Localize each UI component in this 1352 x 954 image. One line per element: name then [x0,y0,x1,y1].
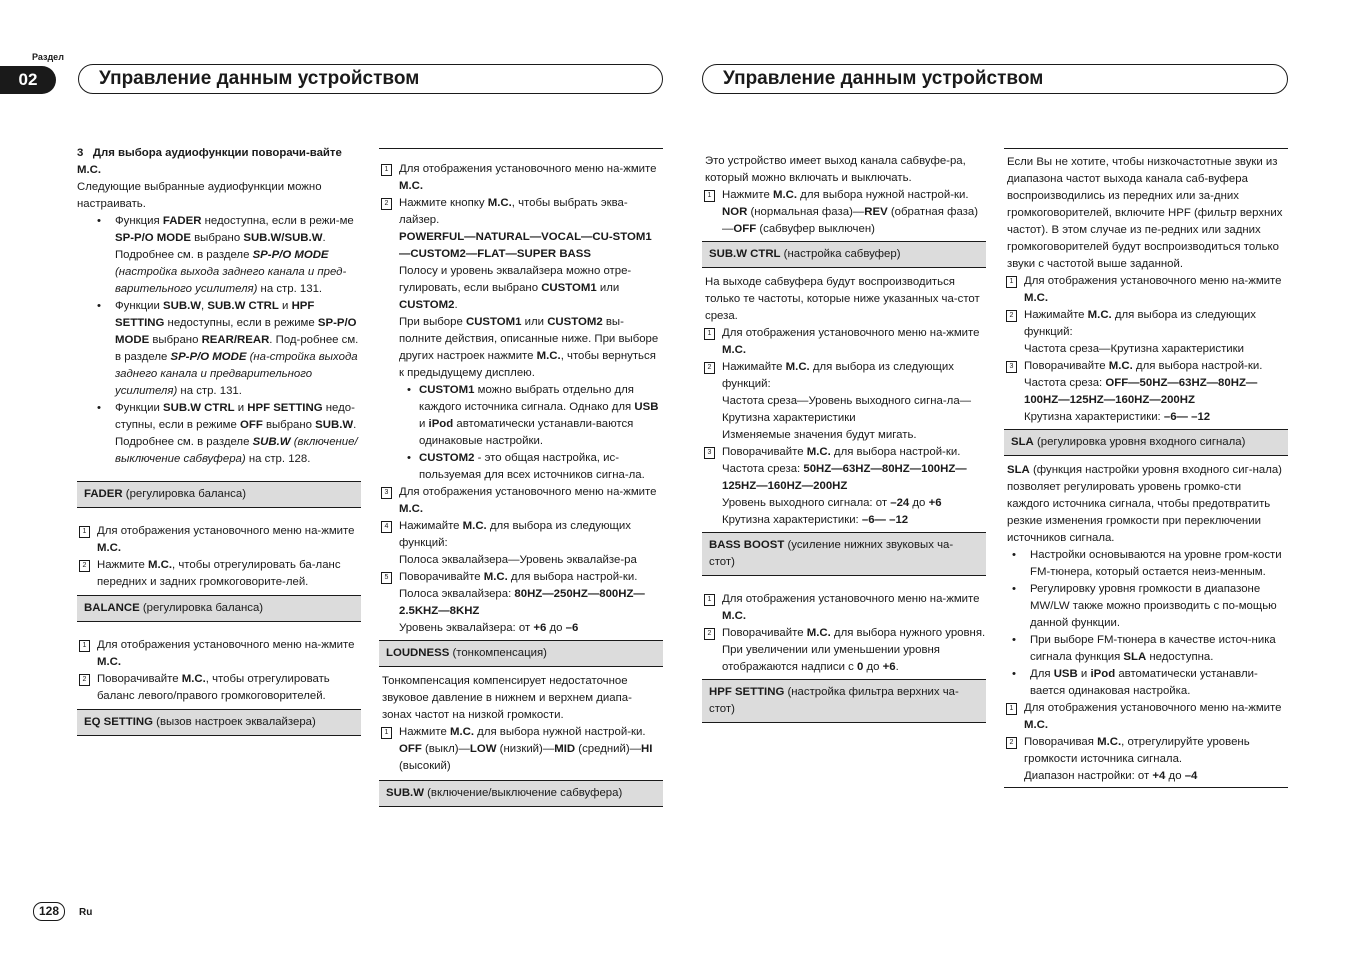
step: 1 Нажмите M.C. для выбора нужной настрой-ки. OFF (выкл)—LOW (низкий)—MID (средний)—HI (высокий) [379,724,663,775]
step: 1 Нажмите M.C. для выбора нужной настрой-ки. NOR (нормальная фаза)—REV (обратная фаза)—OFF (сабвуфер выключен) [702,187,986,238]
column-1 [77,145,361,736]
step-number-icon: 2 [704,628,715,640]
step-number-icon: 2 [79,560,90,572]
intro-text: Следующие выбранные аудиофункции можно настраивать. [77,181,322,210]
step-number-icon: 3 [704,447,715,459]
section-header-balance: BALANCE (регулировка баланса) [77,595,361,622]
step-detail: Крутизна характеристики: –6— –12 [1024,411,1211,423]
step-number-icon: 2 [1006,310,1017,322]
step-detail: Частота среза: OFF—50HZ—63HZ—80HZ—100HZ—125HZ—160HZ—200HZ [1024,377,1258,406]
section-header-sla: SLA (регулировка уровня входного сигнала) [1004,429,1288,456]
section-number: 02 [0,66,56,94]
section-label: Раздел [32,52,64,62]
list-item: • Для USB и iPod автоматически устанавли-вается одинаковая настройка. [1004,666,1288,700]
step-number-icon: 2 [704,362,715,374]
step: 2 Поворачивайте M.C. для выбора нужного уровня. При увеличении или уменьшении уровня отображаются надписи с 0 до +6. [702,625,986,676]
step-detail: Частота среза—Уровень выходного сигна-ла—Крутизна характеристики [722,395,972,424]
step-number-icon: 1 [704,190,715,202]
step-detail: Частота среза: 50HZ—63HZ—80HZ—100HZ—125HZ—160HZ—200HZ [722,463,967,492]
step: 1 Для отображения установочного меню на-жмите M.C. [77,523,361,557]
step: 2 Нажмите кнопку M.C., чтобы выбрать эква-лайзер. POWERFUL—NATURAL—VOCAL—CU-STOM1—CUSTOM2—FLAT—SUPER BASS Полосу и уровень эквалайзера можно отре-гулировать, если выбрано CUSTOM1 или CUSTOM2. При выборе CUSTOM1 или CUSTOM2 вы-полните действия, описанные ниже. При выборе других настроек нажмите M.C., чтобы вернуться к предыдущему дисплею. [379,195,663,382]
column-2 [379,148,663,807]
step-number-icon: 5 [381,572,392,584]
list-item: • Функции SUB.W, SUB.W CTRL и HPF SETTING недоступны, если в режиме SP-P/O MODE выбрано REAR/REAR. Под-робнее см. в разделе SP-P/O MODE (на-стройка выхода заднего канала и предварительного усилителя) на стр. 131. [77,298,361,400]
step: 1 Для отображения установочного меню на-жмите M.C. [1004,700,1288,734]
step: 5 Поворачивайте M.C. для выбора настрой-ки. Полоса эквалайзера: 80HZ—250HZ—800HZ—2.5KHZ—8KHZ Уровень эквалайзера: от +6 до –6 [379,569,663,637]
paragraph: Это устройство имеет выход канала сабвуфе-ра, который можно включать и выключать. [705,155,966,184]
step-detail: Уровень выходного сигнала: от –24 до +6 [722,497,942,509]
step-number-icon: 3 [1006,361,1017,373]
step-heading: 3 Для выбора аудиофункции поворачи-вайте M.C. [77,147,342,176]
step-number-icon: 1 [704,328,715,340]
step: 3 Поворачивайте M.C. для выбора настрой-ки. Частота среза: OFF—50HZ—63HZ—80HZ—100HZ—125HZ—160HZ—200HZ Крутизна характеристики: –6— –12 [1004,358,1288,426]
step: 4 Нажимайте M.C. для выбора из следующих функций: Полоса эквалайзера—Уровень эквалайзе-ра [379,518,663,569]
step-detail: OFF (выкл)—LOW (низкий)—MID (средний)—HI (высокий) [399,743,653,772]
page-language: Ru [79,907,93,918]
step-detail: Частота среза—Крутизна характеристики [1024,343,1245,355]
column-3 [702,153,986,723]
step: 1 Для отображения установочного меню на-жмите M.C. [77,637,361,671]
step: 1 Для отображения установочного меню на-жмите M.C. [702,325,986,359]
paragraph: Полосу и уровень эквалайзера можно отре-гулировать, если выбрано CUSTOM1 или CUSTOM2. [399,265,632,311]
list-item: • Функция FADER недоступна, если в режи-ме SP-P/O MODE выбрано SUB.W/SUB.W. Подробнее см. в разделе SP-P/O MODE (настройка выхода заднего канала и пред-варительного усилителя) на стр. 131. [77,213,361,298]
step-number-icon: 1 [79,640,90,652]
eq-presets: POWERFUL—NATURAL—VOCAL—CU-STOM1—CUSTOM2—FLAT—SUPER BASS [399,231,652,260]
list-item: • CUSTOM2 - это общая настройка, ис-пользуемая для всех источников сигна-ла. [379,450,663,484]
step-detail: Полоса эквалайзера: 80HZ—250HZ—800HZ—2.5KHZ—8KHZ [399,588,645,617]
step-number-icon: 2 [79,674,90,686]
list-item: • Регулировку уровня громкости в диапазоне MW/LW также можно производить с по-мощью данной функции. [1004,581,1288,632]
column-4 [1004,148,1288,788]
step-number-icon: 2 [381,198,392,210]
step: 1 Для отображения установочного меню на-жмите M.C. [1004,273,1288,307]
list-item: • Настройки основываются на уровне гром-кости FM-тюнера, который остается неиз-менным. [1004,547,1288,581]
step-number-icon: 1 [704,594,715,606]
step-number-icon: 1 [381,164,392,176]
paragraph: SLA (функция настройки уровня входного сиг-нала) позволяет регулировать уровень громко-сти каждого источника сигнала, чтобы предотвратить резкие изменения громкости при переключении источников сигнала. [1007,464,1282,544]
step-detail: NOR (нормальная фаза)—REV (обратная фаза)—OFF (сабвуфер выключен) [722,206,979,235]
step: 2 Поворачивайте M.C., чтобы отрегулировать баланс левого/правого громкоговорителей. [77,671,361,705]
step-number-icon: 1 [1006,703,1017,715]
section-header-subw-ctrl: SUB.W CTRL (настройка сабвуфер) [702,241,986,268]
step-detail: Уровень эквалайзера: от +6 до –6 [399,622,579,634]
section-header-eq: EQ SETTING (вызов настроек эквалайзера) [77,709,361,736]
paragraph: При выборе CUSTOM1 или CUSTOM2 вы-полните действия, описанные ниже. При выборе других настроек нажмите M.C., чтобы вернуться к предыдущему дисплею. [399,316,659,379]
step-number-icon: 1 [79,526,90,538]
step-detail: Изменяемые значения будут мигать. [722,429,917,441]
step-detail: Крутизна характеристики: –6— –12 [722,514,909,526]
step: 2 Нажимайте M.C. для выбора из следующих функций: Частота среза—Уровень выходного сигна-ла—Крутизна характеристики Изменяемые значения будут мигать. [702,359,986,444]
list-item: • При выборе FM-тюнера в качестве источ-ника сигнала функция SLA недоступна. [1004,632,1288,666]
step: 2 Поворачивая M.C., отрегулируйте уровень громкости источника сигнала. Диапазон настройки: от +4 до –4 [1004,734,1288,785]
page-number: 128 [33,902,65,921]
section-header-fader: FADER (регулировка баланса) [77,481,361,508]
paragraph: Если Вы не хотите, чтобы низкочастотные звуки из диапазона частот выхода канала саб-вуфера воспроизводились из передних или за-дних громкоговорителей, включите HPF (фильтр верхних частот). В этом случае из пе-редних или задних громкоговорителей будут воспроизводиться только звуки с частотой выше заданной. [1007,156,1283,270]
page-title-right: Управление данным устройством [702,64,1288,94]
page-title-left: Управление данным устройством [78,64,663,94]
list-item: • Функции SUB.W CTRL и HPF SETTING недо-ступны, если в режиме OFF выбрано SUB.W. Подробнее см. в разделе SUB.W (включение/выключение сабвуфера) на стр. 128. [77,400,361,468]
paragraph: Тонкомпенсация компенсирует недостаточное звуковое давление в нижнем и верхнем диапа-зонах частот на низкой громкости. [382,675,632,721]
step-number-icon: 1 [381,727,392,739]
section-header-hpf: HPF SETTING (настройка фильтра верхних ча-стот) [702,679,986,723]
section-header-subw: SUB.W (включение/выключение сабвуфера) [379,780,663,807]
step: 3 Поворачивайте M.C. для выбора настрой-ки. Частота среза: 50HZ—63HZ—80HZ—100HZ—125HZ—160HZ—200HZ Уровень выходного сигнала: от –24 до +6 Крутизна характеристики: –6— –12 [702,444,986,529]
step: 1 Для отображения установочного меню на-жмите M.C. [379,161,663,195]
paragraph: На выходе сабвуфера будут воспроизводиться только те частоты, которые ниже указанных ча-стот среза. [705,276,980,322]
step-detail: Полоса эквалайзера—Уровень эквалайзе-ра [399,554,637,566]
step-number-icon: 1 [1006,276,1017,288]
step-detail: Диапазон настройки: от +4 до –4 [1024,770,1198,782]
step-number-icon: 3 [381,487,392,499]
section-header-bass-boost: BASS BOOST (усиление нижних звуковых ча-стот) [702,532,986,576]
step-number-icon: 2 [1006,737,1017,749]
step-number-icon: 4 [381,521,392,533]
list-item: • CUSTOM1 можно выбрать отдельно для каждого источника сигнала. Однако для USB и iPod автоматически устанавли-ваются одинаковые настройки. [379,382,663,450]
step: 2 Нажимайте M.C. для выбора из следующих функций: Частота среза—Крутизна характеристики [1004,307,1288,358]
step: 1 Для отображения установочного меню на-жмите M.C. [702,591,986,625]
section-header-loudness: LOUDNESS (тонкомпенсация) [379,640,663,667]
step: 3 Для отображения установочного меню на-жмите M.C. [379,484,663,518]
step: 2 Нажмите M.C., чтобы отрегулировать ба-ланс передних и задних громкоговорите-лей. [77,557,361,591]
step-detail: При увеличении или уменьшении уровня отображаются надписи с 0 до +6. [722,644,940,673]
